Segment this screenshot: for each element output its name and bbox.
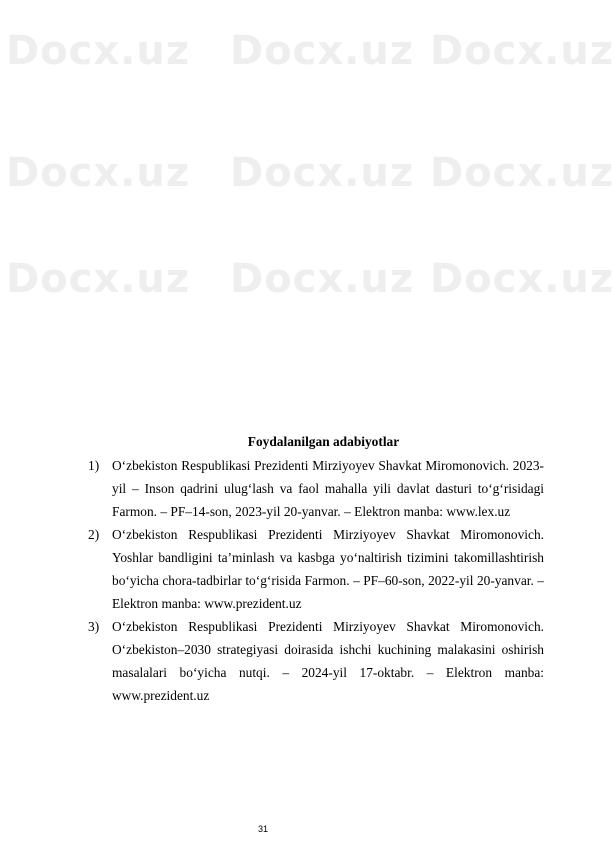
references-heading: Foydalanilgan adabiyotlar [247, 434, 400, 449]
reference-number: 3) [88, 619, 100, 634]
reference-text: O‘zbekiston Respublikasi Prezidenti Mirziyoyev Shavkat Miromonovich. 2023-yil – Inson qadrini ulug‘lash va faol mahalla yili davlat dasturi to‘g‘risidagi Farmon. – PF–14-son, 2023-yil 20-yanvar. – Elektron manba: www.lex.uz [112, 458, 544, 519]
reference-text: O‘zbekiston Respublikasi Prezidenti Mirziyoyev Shavkat Miromonovich. O‘zbekiston–2030 strategiyasi doirasida ishchi kuchining malakasini oshirish masalalari bo‘yicha nutqi. – 2024-yil 17-oktabr. – Elektron manba: www.prezident.uz [112, 619, 544, 703]
watermark-text: Docx.uz [6, 256, 191, 302]
reference-item [88, 523, 544, 615]
reference-number: 1) [88, 458, 100, 473]
watermark-text: Docx.uz [6, 150, 191, 196]
watermark-text: Docx.uz [230, 28, 415, 74]
watermark-text: Docx.uz [430, 150, 614, 196]
watermark-text: Docx.uz [430, 256, 614, 302]
watermark-text: Docx.uz [6, 28, 191, 74]
reference-item [88, 615, 544, 707]
references-section [88, 432, 544, 707]
reference-list [88, 454, 544, 707]
reference-number: 2) [88, 527, 100, 542]
watermark-text: Docx.uz [230, 150, 415, 196]
page-number: 31 [258, 824, 269, 834]
watermark-text: Docx.uz [230, 256, 415, 302]
watermark-text: Docx.uz [430, 28, 614, 74]
reference-item [88, 454, 544, 523]
reference-text: O‘zbekiston Respublikasi Prezidenti Mirziyoyev Shavkat Miromonovich. Yoshlar bandligini ta’minlash va kasbga yo‘naltirish tizimini takomillashtirish bo‘yicha chora-tadbirlar to‘g‘risida Farmon. – PF–60-son, 2022-yil 20-yanvar. – Elektron manba: www.prezident.uz [112, 527, 544, 611]
